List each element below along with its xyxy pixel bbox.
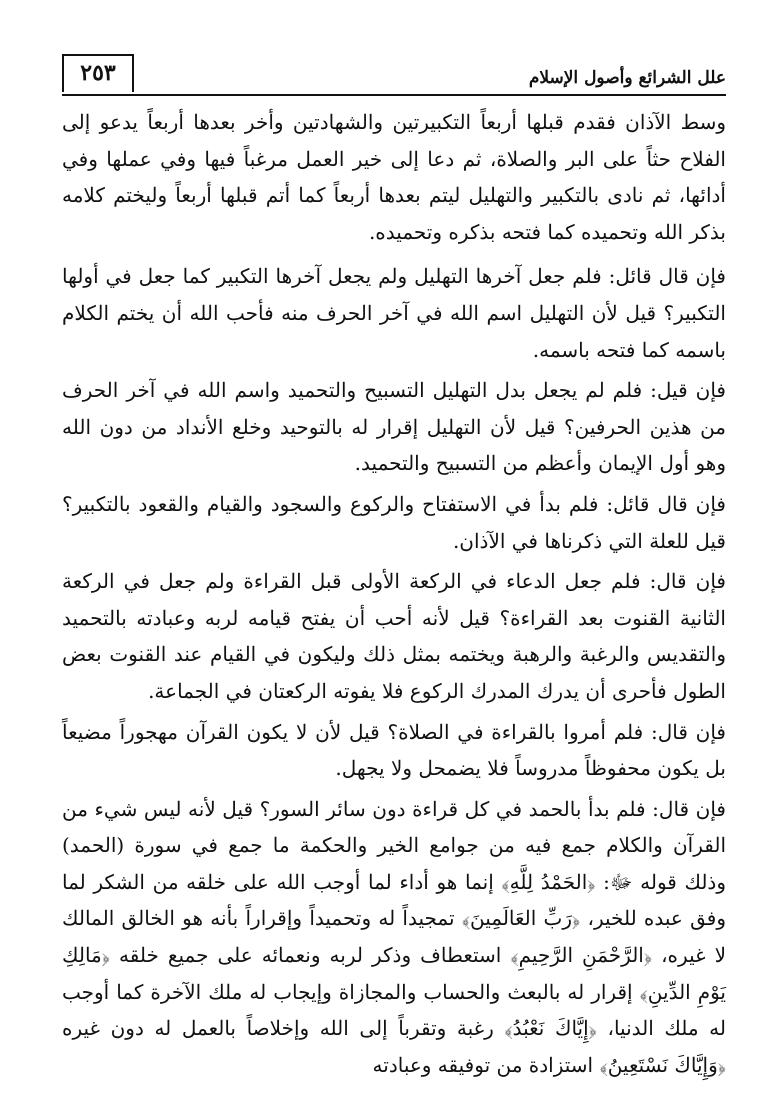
paragraph-6: فإن قال: فلم أمروا بالقراءة في الصلاة؟ قيل لأن لا يكون القرآن مهجوراً مضيعاً بل يكون محفوظاً مدروساً فلا يضمحل ولا يجهل.	[62, 719, 726, 781]
paragraph-1: وسط الآذان فقدم قبلها أربعاً التكبيرتين والشهادتين وأخر بعدها أربعاً يدعو إلى الفلاح حثاً على البر والصلاة، ثم دعا إلى خير العمل مرغباً فيها وفي عملها وفي أدائها، ثم نادى بالتكبير والتهليل ليتم بعدها أربعاً كما أتم قبلها أربعاً وليختم كلامه بذكر الله وتحميده كما فتحه بذكره وتحميده.	[62, 110, 726, 244]
paragraph-2: فإن قال قائل: فلم جعل آخرها التهليل ولم يجعل آخرها التكبير كما جعل في أولها التكبير؟ قيل لأن التهليل اسم الله في آخر الحرف منه فأحب الله أن يختم الكلام باسمه كما فتحه باسمه.	[62, 264, 726, 362]
running-title: علل الشرائع وأصول الإسلام	[528, 68, 726, 88]
paragraph-3: فإن قيل: فلم لم يجعل بدل التهليل التسبيح والتحميد واسم الله في آخر الحرف من هذين الحرفين؟ قيل لأن التهليل إقرار له بالتوحيد وخلع الأنداد من دون الله وهو أول الإيمان وأعظم من التسبيح والتحميد.	[62, 378, 726, 476]
book-page	[62, 52, 726, 1112]
page-number: ٢٥٣	[62, 54, 134, 92]
paragraph-7: فإن قال: فلم بدأ بالحمد في كل قراءة دون سائر السور؟ قيل لأنه ليس شيء من القرآن والكلام جمع فيه من جوامع الخير والحكمة ما جمع في سورة (الحمد) وذلك قوله ﷻ: ﴿الحَمْدُ لِلَّهِ﴾ إنما هو أداء لما أوجب الله على خلقه من الشكر لما وفق عبده للخير، ﴿رَبِّ العَالَمِينَ﴾ تمجيداً له وتحميداً وإقراراً بأنه هو الخالق المالك لا غيره، ﴿الرَّحْمَنِ الرَّحِيمِ﴾ استعطاف وذكر لربه ونعمائه على جميع خلقه ﴿مَالِكِ يَوْمِ الدِّينِ﴾ إقرار له بالبعث والحساب والمجازاة وإيجاب له ملك الآخرة كما أوجب له ملك الدنيا، ﴿إِيَّاكَ نَعْبُدُ﴾ رغبة وتقرباً إلى الله وإخلاصاً بالعمل له دون غيره ﴿وَإِيَّاكَ نَسْتَعِينُ﴾ استزادة من توفيقه وعبادته	[62, 796, 726, 1077]
paragraph-5: فإن قال: فلم جعل الدعاء في الركعة الأولى قبل القراءة ولم جعل في الركعة الثانية القنوت بعد القراءة؟ قيل لأنه أحب أن يفتح قيامه لربه وعبادته بالتحميد والتقديس والرغبة والرهبة ويختمه بمثل ذلك وليكون في القيام عند القنوت بعض الطول فأحرى أن يدرك المدرك الركوع فلا يفوته الركعتان في الجماعة.	[62, 569, 726, 703]
body-text	[62, 104, 726, 1083]
paragraph-4: فإن قال قائل: فلم بدأ في الاستفتاح والركوع والسجود والقيام والقعود بالتكبير؟ قيل للعلة التي ذكرناها في الآذان.	[62, 491, 726, 553]
page-header	[62, 52, 726, 96]
